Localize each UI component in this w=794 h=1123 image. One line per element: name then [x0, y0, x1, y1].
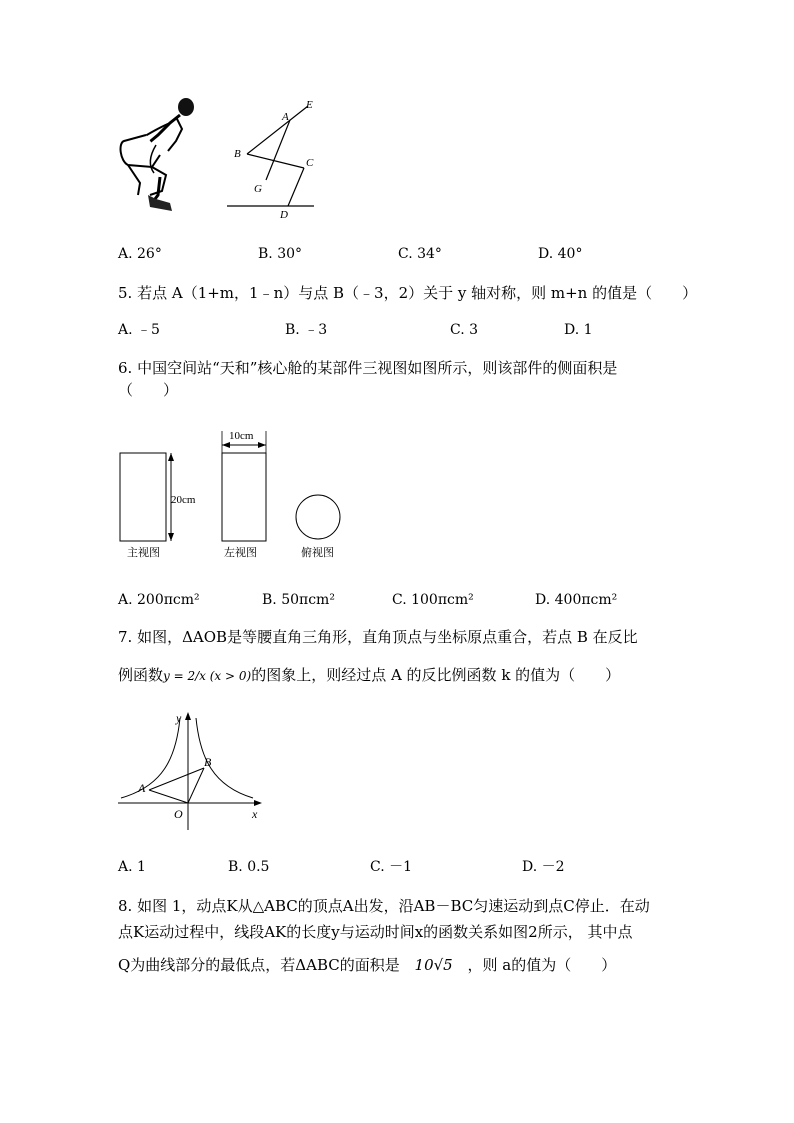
- q5-number: 5.: [118, 284, 133, 302]
- q7-stem-line2: [118, 665, 620, 686]
- axis-label-y: y: [176, 711, 182, 725]
- point-label-A: A: [282, 111, 289, 123]
- origin-label: O: [174, 807, 183, 821]
- q7-option-a[interactable]: A. 1: [118, 859, 146, 875]
- q4-option-b[interactable]: B. 30°: [258, 246, 303, 262]
- q7-number: 7.: [118, 628, 133, 646]
- three-views-figure: [115, 425, 355, 565]
- q8-number: 8.: [118, 897, 133, 915]
- q6-option-d[interactable]: D. 400πcm²: [535, 592, 618, 608]
- q8-sqrt-value: 10√5: [414, 956, 453, 974]
- q7-option-c[interactable]: C. －1: [370, 859, 413, 875]
- axis-label-x: x: [252, 807, 258, 821]
- q4-option-c[interactable]: C. 34°: [398, 246, 442, 262]
- q8-text-line3-b: ，则 a的值为（ ）: [467, 956, 617, 974]
- q6-option-b[interactable]: B. 50πcm²: [262, 592, 335, 608]
- q5-option-d[interactable]: D. 1: [564, 322, 593, 338]
- q6-option-a[interactable]: A. 200πcm²: [118, 592, 200, 608]
- jumper-figure: [110, 95, 200, 217]
- coordinate-figure-q7: [118, 708, 268, 833]
- q4-option-a[interactable]: A. 26°: [118, 246, 162, 262]
- point-label-C: C: [306, 157, 314, 169]
- q7-text-line1: 如图，ΔAOB是等腰直角三角形，直角顶点与坐标原点重合，若点 B 在反比: [137, 628, 638, 646]
- q7-stem-line1: [118, 627, 638, 647]
- q8-stem-line1: [118, 896, 650, 916]
- q7-text-line2-b: 的图象上，则经过点 A 的反比例函数 k 的值为（ ）: [251, 666, 621, 684]
- q5-option-a[interactable]: A. ﹣5: [118, 322, 160, 338]
- q6-number: 6.: [118, 359, 133, 377]
- point-label-B: B: [204, 755, 212, 769]
- q6-option-c[interactable]: C. 100πcm²: [392, 592, 474, 608]
- point-label-G: G: [254, 183, 262, 195]
- left-view-label: 左视图: [224, 547, 257, 559]
- point-label-D: D: [280, 209, 288, 221]
- q7-formula: y = 2/x (x > 0): [163, 669, 252, 683]
- q6-text-line1: 中国空间站“天和”核心舱的某部件三视图如图所示，则该部件的侧面积是: [137, 359, 618, 377]
- q8-text-line1: 如图 1，动点K从△ABC的顶点A出发，沿AB－BC匀速运动到点C停止．在动: [137, 897, 650, 915]
- q5-text: 若点 A（1+m，1﹣n）与点 B（﹣3，2）关于 y 轴对称，则 m+n 的值是（ ）: [137, 284, 698, 302]
- q5-stem: [118, 283, 697, 303]
- top-view-label: 俯视图: [301, 547, 334, 559]
- q6-stem-line2: （ ）: [118, 381, 179, 399]
- q7-text-line2-a: 例函数: [118, 666, 164, 684]
- geometry-figure-q4: [222, 96, 322, 221]
- q8-text-line3-a: Q为曲线部分的最低点，若ΔABC的面积是: [118, 956, 400, 974]
- height-label: 20cm: [171, 494, 196, 506]
- width-label: 10cm: [229, 430, 254, 442]
- front-view-label: 主视图: [127, 547, 160, 559]
- q6-stem-line1: [118, 358, 617, 378]
- q8-stem-line2: 点K运动过程中，线段AK的长度y与运动时间x的函数关系如图2所示， 其中点: [118, 923, 633, 941]
- q8-stem-line3: [118, 955, 616, 975]
- q7-option-d[interactable]: D. －2: [522, 859, 565, 875]
- point-label-E: E: [306, 99, 313, 111]
- point-label-A: A: [138, 781, 146, 795]
- q7-option-b[interactable]: B. 0.5: [228, 859, 270, 875]
- q4-option-d[interactable]: D. 40°: [538, 246, 583, 262]
- point-label-B: B: [234, 148, 241, 160]
- q5-option-b[interactable]: B. ﹣3: [285, 322, 328, 338]
- q5-option-c[interactable]: C. 3: [450, 322, 479, 338]
